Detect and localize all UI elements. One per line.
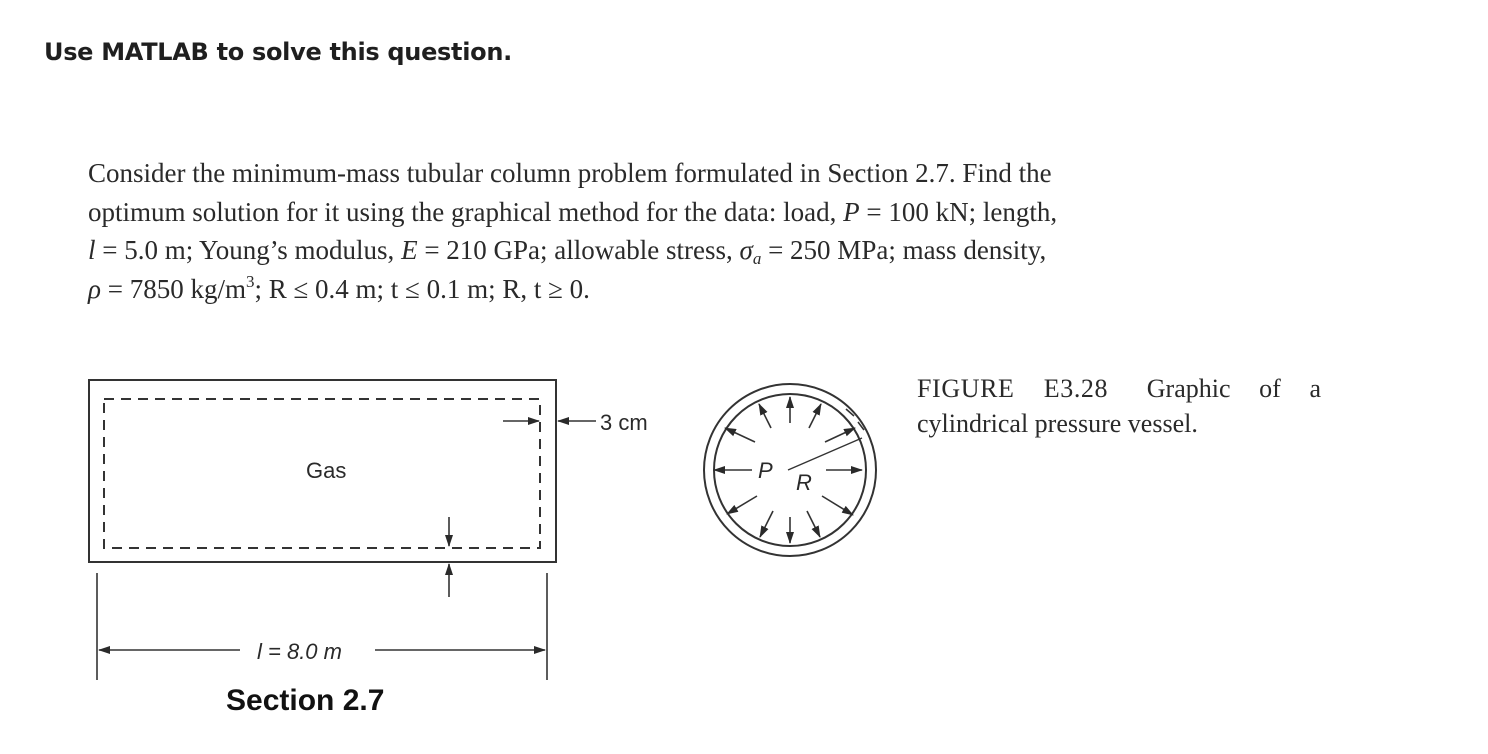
pressure-arrow-nne: [809, 404, 821, 428]
problem-line-3: l = 5.0 m; Young’s modulus, E = 210 GPa; allowable stress, $\sigma_a = 250$ MPa; mass density,: [88, 235, 1047, 268]
section-title: Section 2.7: [226, 684, 385, 717]
figure-caption-label: FIGURE E3.28: [917, 374, 1109, 403]
stress-symbol: σ: [739, 235, 753, 265]
load-symbol: P: [843, 196, 860, 227]
figure-caption-text: Graphic of a cylindrical pressure vessel.: [917, 374, 1322, 438]
pressure-arrow-sse: [807, 511, 820, 537]
pressure-arrow-nw: [725, 428, 755, 442]
length-label: l = 8.0 m: [257, 639, 342, 664]
pressure-arrow-ne: [825, 428, 855, 442]
pressure-arrow-se: [822, 496, 853, 515]
density-symbol: ρ: [88, 273, 101, 304]
problem-line-1: Consider the minimum-mass tubular column problem formulated in Section 2.7. Find the: [88, 158, 1052, 188]
vessel-end-view: [704, 384, 876, 556]
pressure-arrow-nnw: [759, 404, 771, 428]
pressure-label: P: [758, 458, 773, 483]
gas-label: Gas: [306, 458, 347, 483]
wall-thickness-label: 3 cm: [600, 410, 648, 435]
instruction-text: Use MATLAB to solve this question.: [44, 38, 512, 66]
vessel-side-view: [89, 380, 648, 680]
figure-caption: [917, 371, 1321, 441]
modulus-symbol: E: [401, 235, 418, 265]
pressure-arrow-ssw: [760, 511, 773, 537]
radius-line: [788, 438, 862, 470]
problem-line-2: optimum solution for it using the graphical method for the data: load, P = 100 kN; length,: [88, 196, 1058, 227]
radius-label: R: [796, 470, 812, 495]
pressure-arrow-sw: [727, 496, 757, 514]
problem-line-4: ρ = 7850 $kg/m^3$; R ≤ 0.4 m; t ≤ 0.1 m; R, t ≥ 0.: [88, 271, 590, 304]
length-symbol: l: [88, 235, 96, 265]
